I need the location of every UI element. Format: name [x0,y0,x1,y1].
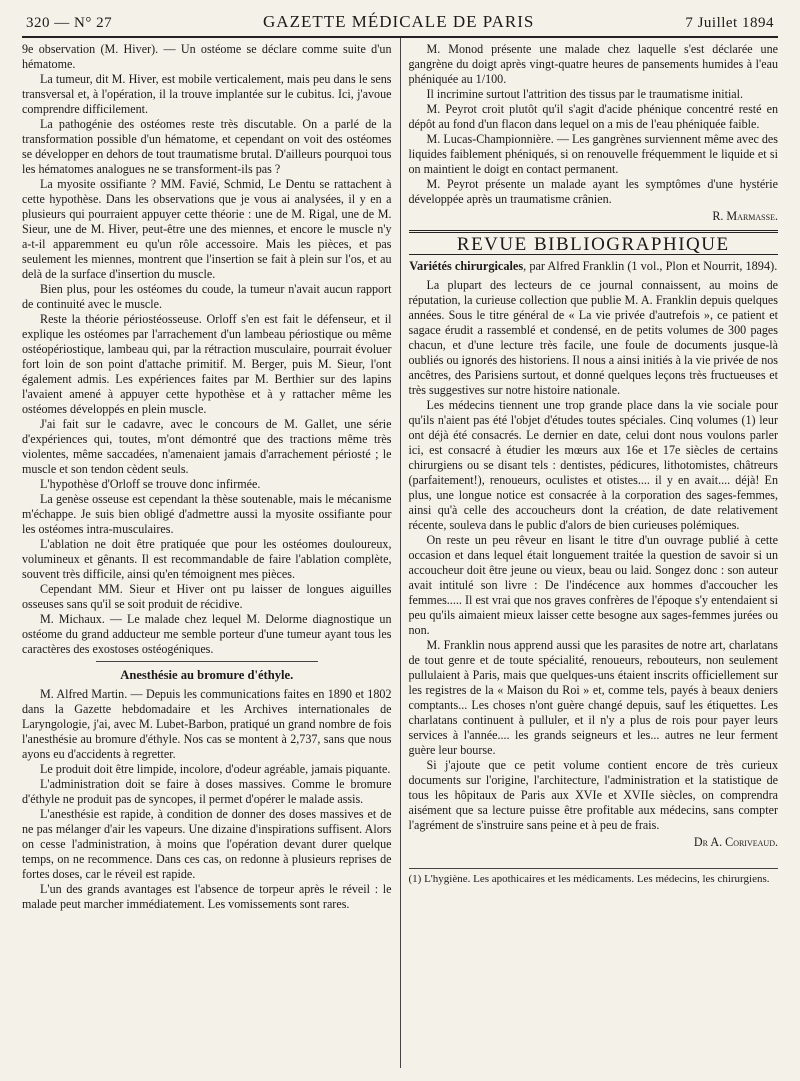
paragraph: M. Peyrot présente un malade ayant les symptômes d'une hystérie développée après un traumatisme crânien. [408,177,778,206]
paragraph: La plupart des lecteurs de ce journal connaissent, au moins de réputation, la curieuse collection que publie M. A. Franklin depuis quelques années. Sous le titre général de « La vie privée d'autrefois », ce patient et sagace érudit a rassemblé et condensé, en de petits volumes de 300 pages chacun, et d'une lecture très facile, une foule de documents jusque-là oubliés ou ignorés des historiens. Il nous a ainsi initiés à la vie privée de nos ancêtres, des Parisiens surtout, et donné quelques leçons très fructueuses et très suggestives sur notre histoire nationale. [408,278,778,397]
paragraph: La genèse osseuse est cependant la thèse soutenable, mais le mécanisme m'échappe. Je suis bien obligé d'admettre aussi la myosite ossifiante pour les ostéomes intra-musculaires. [22,492,392,536]
paragraph: La pathogénie des ostéomes reste très discutable. On a parlé de la transformation possible d'un hématome, et cependant on voit des ostéomes se développer en dehors de tout traumatisme brutal. D'ailleurs pourquoi tous les hématomes analogues ne se transforment-ils pas ? [22,117,392,176]
paragraph: Bien plus, pour les ostéomes du coude, la tumeur n'avait aucun rapport de continuité avec le muscle. [22,282,392,311]
paragraph: M. Michaux. — Le malade chez lequel M. Delorme diagnostique un ostéome du grand adducteur me semble porteur d'une tumeur ayant tous les caractères des exostoses ostéogéniques. [22,612,392,656]
paragraph: L'hypothèse d'Orloff se trouve donc infirmée. [40,477,261,491]
section-heading-anesthesie: Anesthésie au bromure d'éthyle. [120,668,294,682]
paragraph: M. Lucas-Championnière. — Les gangrènes surviennent même avec des liquides faiblement phéniqués, si on renouvelle fréquemment le liquide et si on maintient le doigt en contact permanent. [408,132,778,176]
paragraph: M. Peyrot croit plutôt qu'il s'agit d'acide phénique concentré resté en dépôt au fond d'un flacon dans lequel on a mis de l'eau phéniquée faible. [408,102,778,131]
footnote: (1) L'hygiène. Les apothicaires et les médicaments. Les médecins, les chirurgiens. [409,868,779,886]
paragraph: Cependant MM. Sieur et Hiver ont pu laisser de longues aiguilles osseuses sans qu'il se soit produit de récidive. [22,582,392,611]
paragraph: L'un des grands avantages est l'absence de torpeur après le réveil : le malade peut marcher immédiatement. Les vomissements sont rares. [22,882,392,911]
two-columns [22,38,778,1068]
signature: Dr A. Coriveaud. [693,835,778,849]
paragraph: La tumeur, dit M. Hiver, est mobile verticalement, mais peu dans le sens transversal et, à l'opération, il la trouve implantée sur le cubitus. Ici, j'avoue comprendre difficilement. [22,72,392,116]
paragraph: 9e observation (M. Hiver). — Un ostéome se déclare comme suite d'un hématome. [22,42,392,71]
paragraph: Le produit doit être limpide, incolore, d'odeur agréable, jamais piquante. [40,762,391,776]
paragraph: Il incrimine surtout l'attrition des tissus par le traumatisme initial. [426,87,744,101]
paragraph: J'ai fait sur le cadavre, avec le concours de M. Gallet, une série d'expériences qui, toutes, m'ont démontré que des tractions même très violentes, même saccadées, n'amenaient jamais d'arrachement périosté ; le muscle et son tendon cèdent seuls. [22,417,392,476]
paragraph: Si j'ajoute que ce petit volume contient encore de très curieux documents sur l'origine, l'architecture, l'administration et la statistique de tous les hôpitaux de Paris aux XVIe et XVIIe siècles, on comprendra aisément que sa lecture puisse être profitable aux médecins, sans compter l'agrément de s'instruire sans peine et à peu de frais. [408,758,778,832]
left-column [22,38,401,1068]
paragraph: M. Alfred Martin. — Depuis les communications faites en 1890 et 1802 dans la Gazette hebdomadaire et les Archives internationales de Laryngologie, j'ai, avec M. Lubet-Barbon, pratiqué un grand nombre de fois l'anesthésie au bromure d'éthyle. Nos cas se montent à 2,737, sans que nous ayons eu d'accidents à regretter. [22,687,392,761]
paragraph: La myosite ossifiante ? MM. Favié, Schmid, Le Dentu se rattachent à cette hypothèse. Dans les observations que je vous ai analysées, il y en a plusieurs qui pourraient appuyer cette théorie : une de M. Rigal, une de M. Sieur, une de M. Hiver, peut-être une des miennes, et encore le muscle n'y a-t-il apparemment eu qu'un rôle accessoire. Mais les pièces, et pas seulement les miennes, montrent que l'insertion se fait à plein sur l'os, et au delà de la surface d'insertion du muscle. [22,177,392,281]
page-header [22,12,778,36]
section-heading-revue: REVUE BIBLIOGRAPHIQUE [409,230,779,255]
journal-title: GAZETTE MÉDICALE DE PARIS [263,12,535,31]
paragraph: L'anesthésie est rapide, à condition de donner des doses massives et de ne pas mélanger d'air les vapeurs. Une dizaine d'inspirations suffisent. Alors on cesse l'administration, à moins que l'opération devant durer quelque temps, on ne recommence. Dans ces cas, on redonne à plusieurs reprises de fortes doses, car le réveil est rapide. [22,807,392,881]
paragraph: On reste un peu rêveur en lisant le titre d'un ouvrage publié à cette occasion et dans lequel était longuement traitée la question de savoir si un accoucheur doit être jeune ou vieux, beau ou laid. Songez donc : son auteur avait intitulé son livre : De l'indécence aux hommes d'accoucher les femmes..... Il est vrai que nos graves confrères de l'époque s'y entendaient si peu qu'ils aimaient mieux laisser cette besogne aux sages-femmes jurées ou non. [408,533,778,637]
book-details: , par Alfred Franklin (1 vol., Plon et Nourrit, 1894). [523,259,778,273]
section-divider [96,661,318,662]
issue-date: 7 Juillet 1894 [685,15,774,31]
paragraph: L'administration doit se faire à doses massives. Comme le bromure d'éthyle ne produit pas de syncopes, il permet d'opérer le malade assis. [22,777,392,806]
book-review-subheading [409,259,779,274]
book-title: Variétés chirurgicales [409,259,524,273]
paragraph: Reste la théorie périostéosseuse. Orloff s'en est fait le défenseur, et il explique les ostéomes par l'arrachement d'un lambeau périostique ou même ostéopériostique, lambeau qui, par la rétraction musculaire, pourrait évoluer fort loin de son point d'attache primitif. M. Berger, puis M. Sieur, l'ont également admis. Les expériences faites par M. Berthier sur des lapins l'avaient amené à appuyer cette hypothèse et à y rattacher même les ostéomes développés en plein muscle. [22,312,392,416]
paragraph: M. Monod présente une malade chez laquelle s'est déclarée une gangrène du doigt après vingt-quatre heures de pansements humides à l'eau phéniquée au 1/100. [408,42,778,86]
paragraph: Les médecins tiennent une trop grande place dans la vie sociale pour qu'ils n'aient pas été l'objet d'études toutes spéciales. Cinq volumes (1) leur ont déjà été consacrés. Le dernier en date, celui dont nous voulons parler ici, est consacré à étudier les mœurs aux 16e et 17e siècles de certains chirurgiens ou se disant tels : dentistes, pédicures, lithotomistes, châtreurs (parfaitement!), renoueurs, oculistes et otistes.... il y en avait.... déjà! En plus, une longue notice est consacrée à la corporation des sages-femmes, ainsi qu'à celle des accoucheurs dont la création, de date relativement récente, souleva dans le public d'alors de bien curieuses polémiques. [408,398,778,532]
paragraph: L'ablation ne doit être pratiquée que pour les ostéomes douloureux, volumineux et gênants. Il est recommandable de faire l'ablation complète, souvent très difficile, ainsi qu'en témoignent mes pièces. [22,537,392,581]
page-number: 320 — N° 27 [26,15,113,31]
signature: R. Marmasse. [712,209,778,223]
right-column [401,38,779,1068]
paragraph: M. Franklin nous apprend aussi que les parasites de notre art, charlatans de tout genre et de toute spécialité, renoueurs, rebouteurs, non seulement pullulaient à Paris, mais que quelques-uns étaient inscrits officiellement sur les registres de la « Maison du Roi » et, comme tels, payés à beaux deniers comptants... Les choses n'ont guère changé depuis, sauf les étiquettes. Les charlatans continuent à pulluler, et il n'y a plus de rois pour payer leurs services à l'année.... les grands seigneurs et les... autres ne leur ferment guère leur bourse. [408,638,778,757]
